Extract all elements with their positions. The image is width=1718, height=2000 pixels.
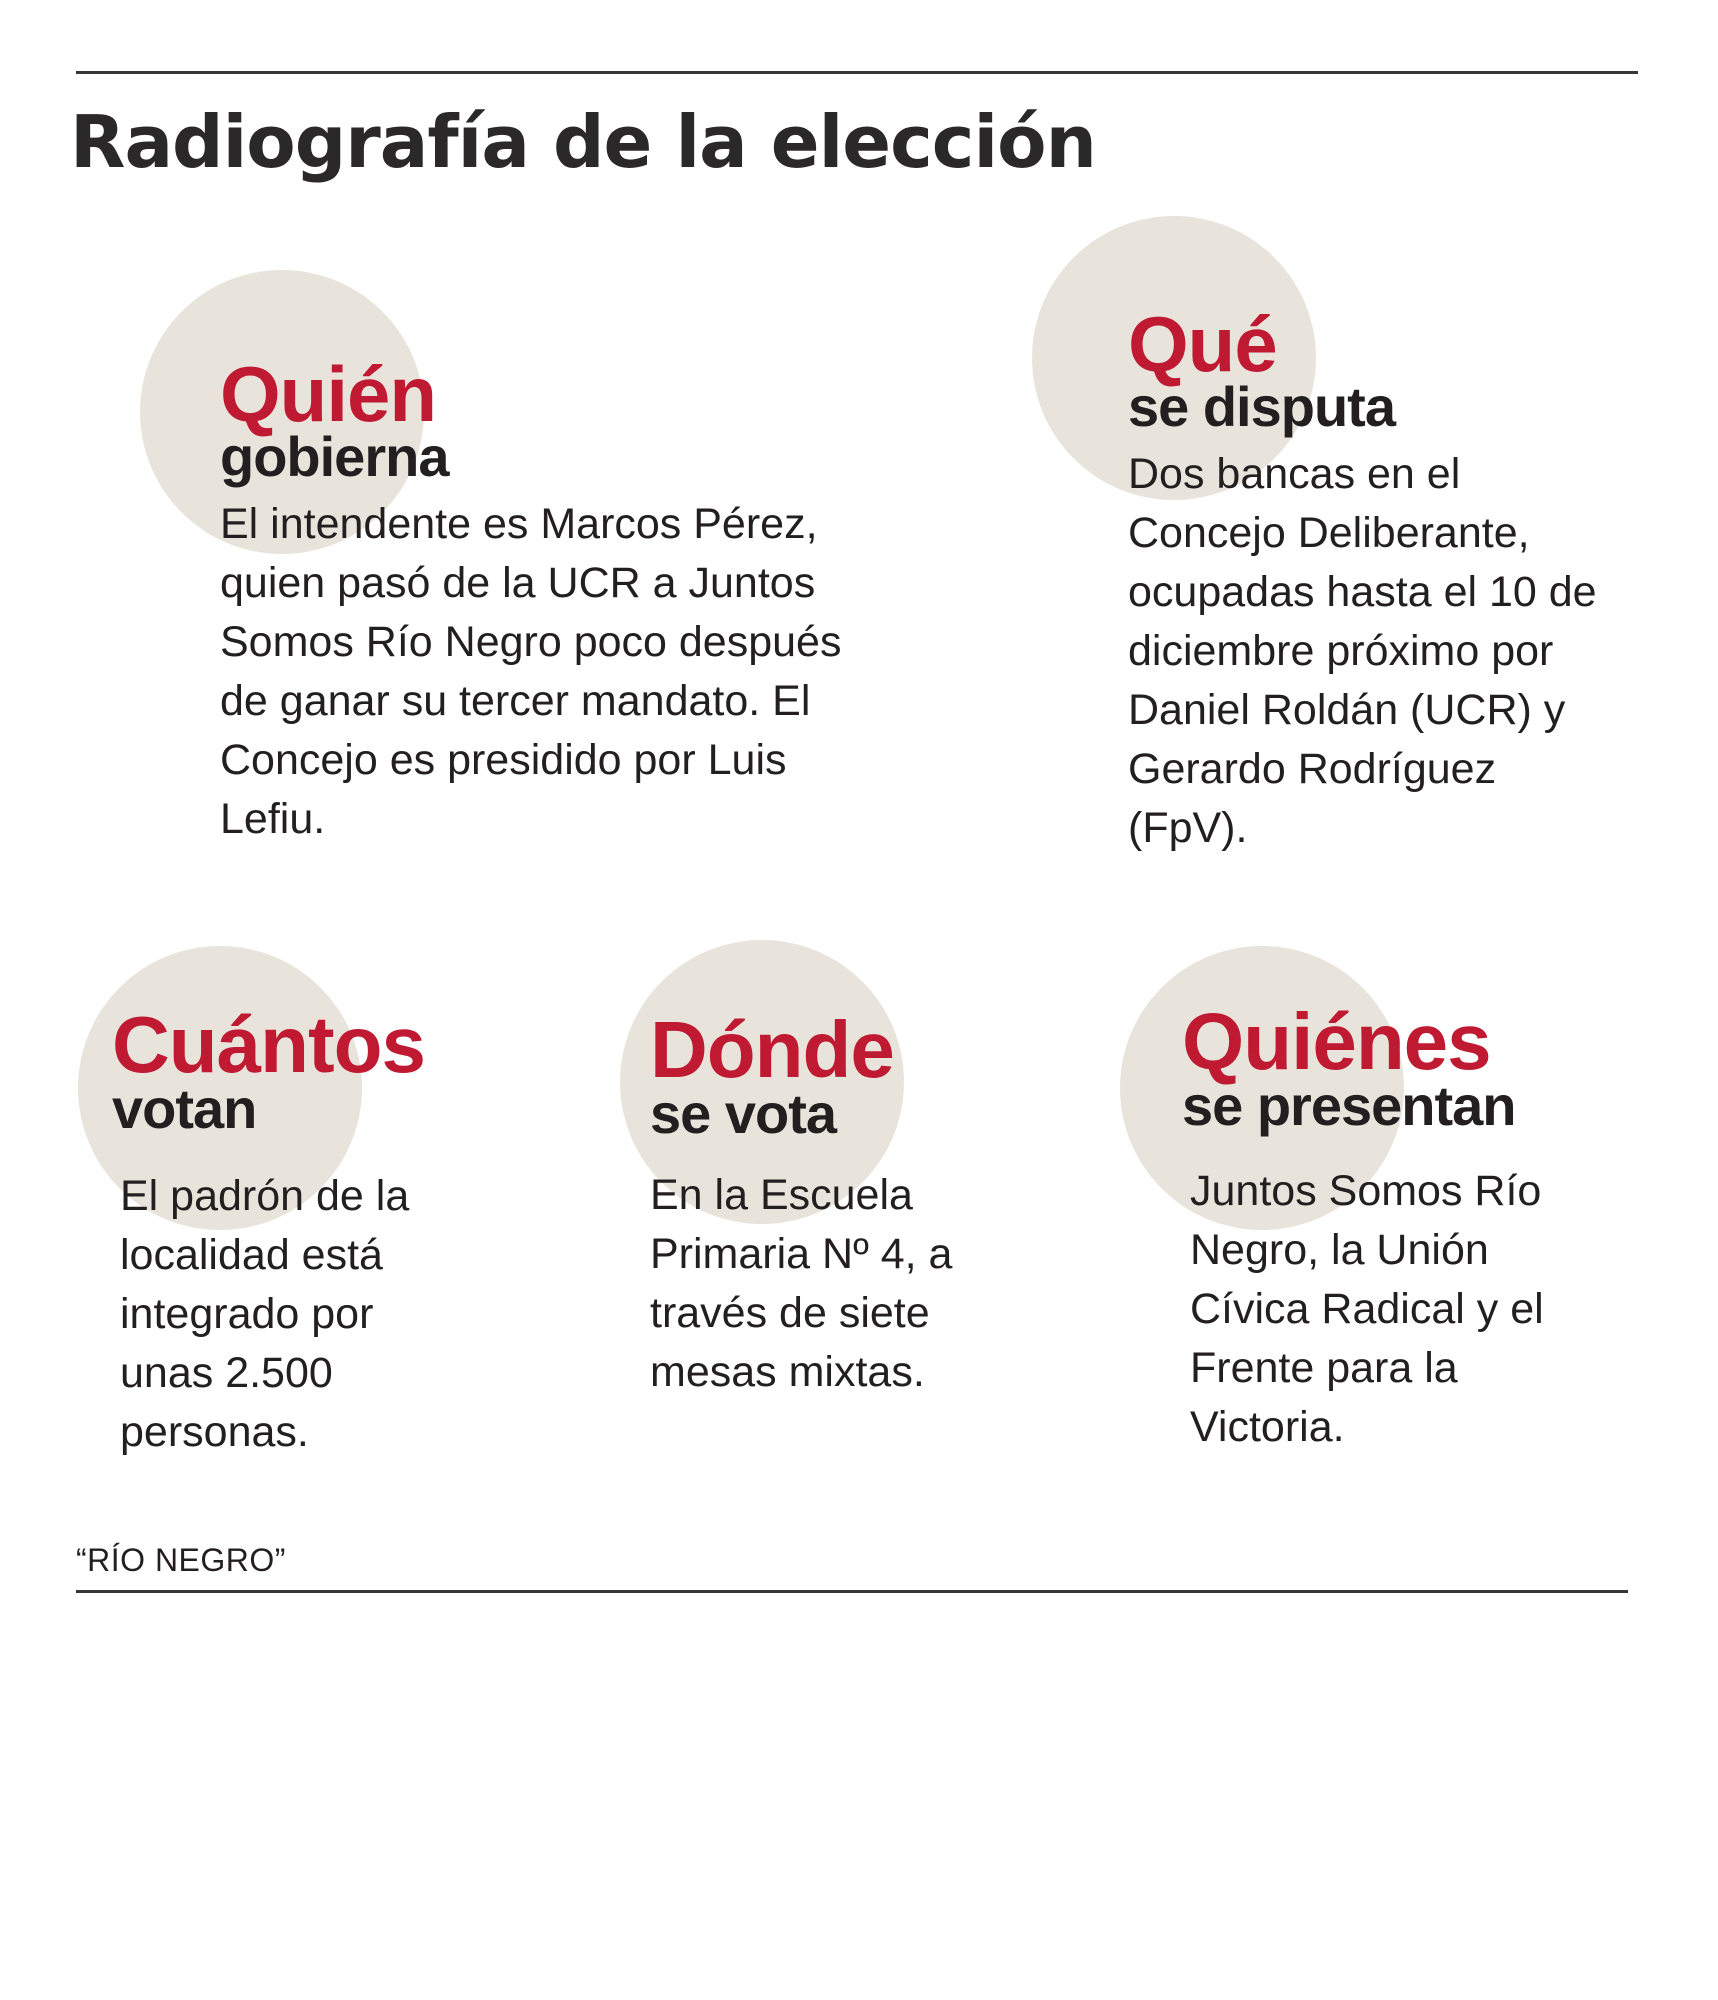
- section-subtitle: se presentan: [1182, 1074, 1516, 1137]
- top-rule: [76, 71, 1638, 74]
- source-credit: “RÍO NEGRO”: [76, 1542, 286, 1578]
- infographic-title: Radiografía de la elección: [70, 100, 1096, 184]
- section-subtitle: se disputa: [1128, 375, 1395, 438]
- section-quien-gobierna: [220, 350, 900, 849]
- section-body: Dos bancas en el Concejo Deliberante, ocupadas hasta el 10 de diciembre próximo por Daniel Roldán (UCR) y Gerardo Rodríguez (FpV).: [1128, 450, 1597, 852]
- section-que-se-disputa: [1128, 300, 1598, 858]
- bottom-rule: [76, 1590, 1628, 1593]
- section-kicker: Quiénes: [1182, 997, 1491, 1086]
- section-body: El padrón de la localidad está integrado por unas 2.500 personas.: [120, 1172, 410, 1456]
- section-kicker: Quién: [220, 350, 437, 438]
- section-quienes-se-presentan: [1182, 997, 1662, 1457]
- section-kicker: Dónde: [650, 1005, 894, 1094]
- section-subtitle: gobierna: [220, 425, 449, 488]
- section-body: Juntos Somos Río Negro, la Unión Cívica Radical y el Frente para la Victoria.: [1190, 1167, 1544, 1451]
- section-cuantos-votan: [112, 1000, 512, 1462]
- section-donde-se-vota: [650, 1005, 1050, 1402]
- section-kicker: Qué: [1128, 300, 1277, 388]
- section-subtitle: votan: [112, 1077, 257, 1140]
- section-kicker: Cuántos: [112, 1000, 425, 1089]
- section-body: El intendente es Marcos Pérez, quien pasó de la UCR a Juntos Somos Río Negro poco después de ganar su tercer mandato. El Concejo es presidido por Luis Lefiu.: [220, 500, 842, 843]
- section-body: En la Escuela Primaria Nº 4, a través de siete mesas mixtas.: [650, 1171, 953, 1396]
- section-subtitle: se vota: [650, 1082, 836, 1145]
